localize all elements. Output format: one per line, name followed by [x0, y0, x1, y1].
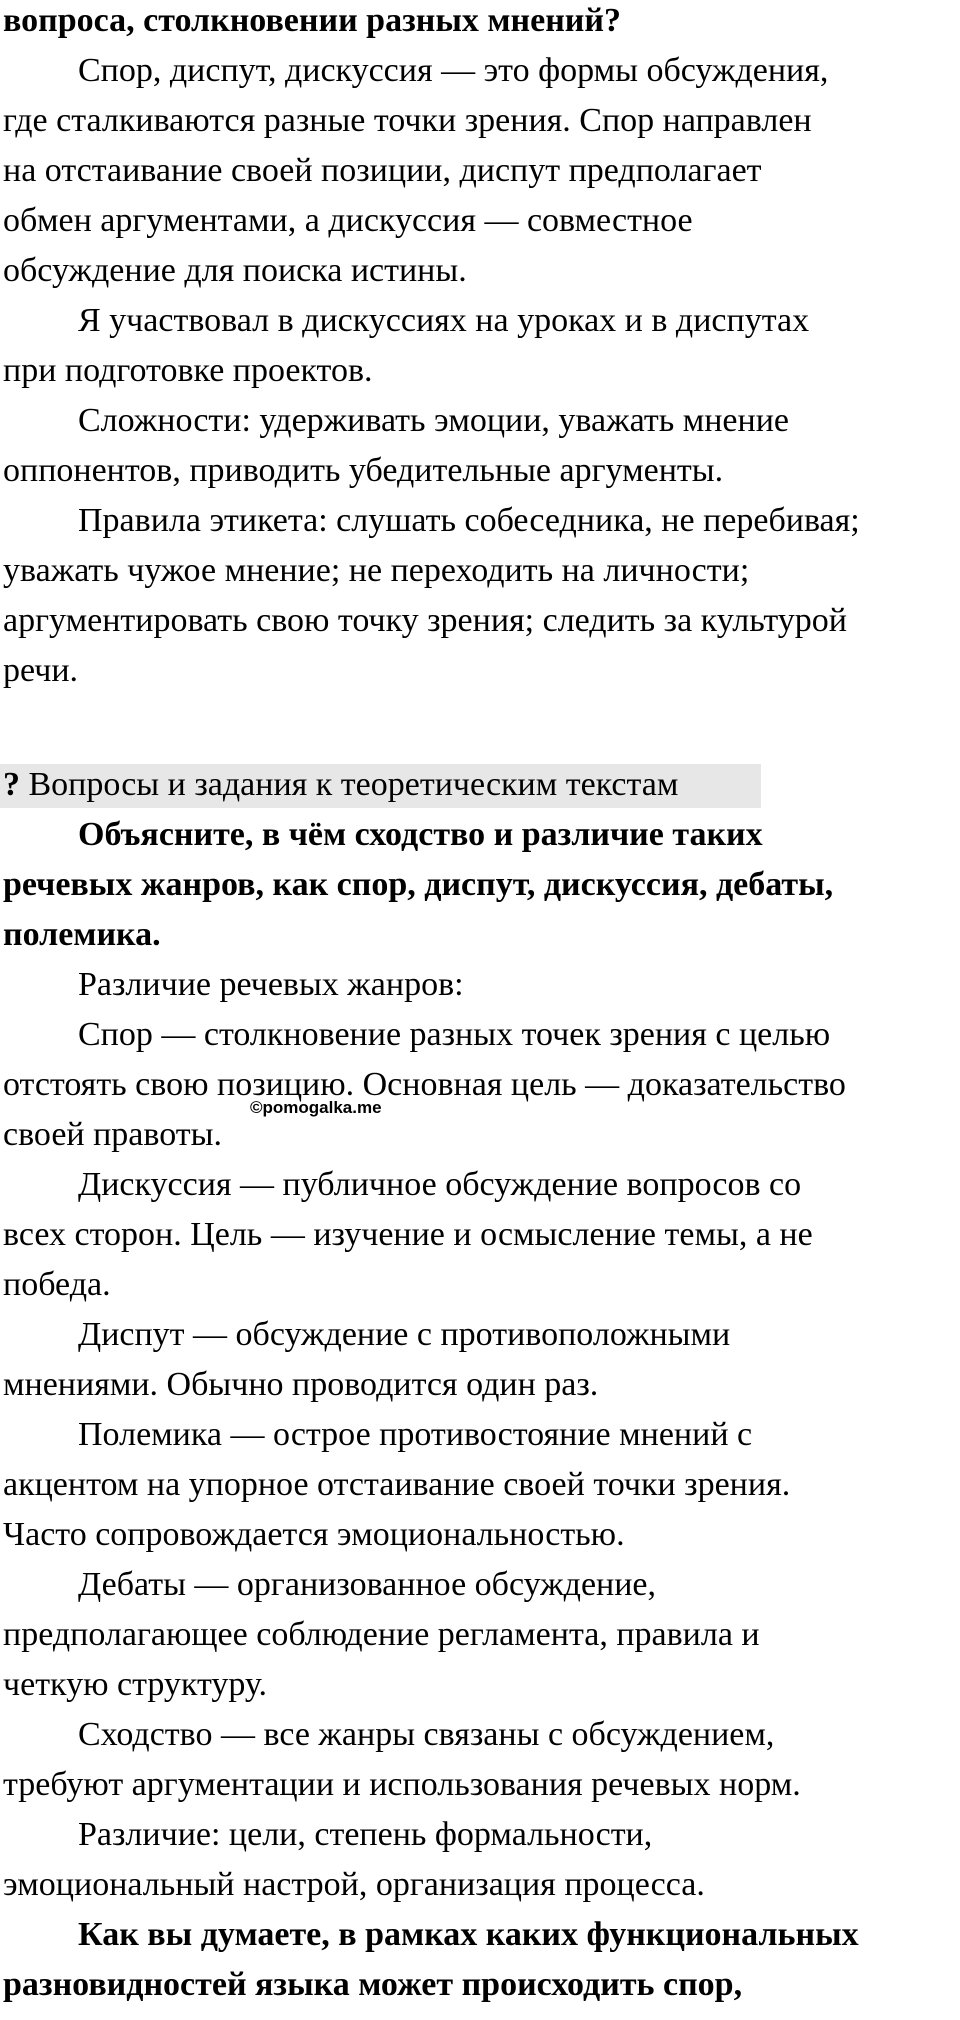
- answer-line: своей правоты.: [3, 1116, 222, 1153]
- answer-line: уважать чужое мнение; не переходить на личности;: [3, 552, 750, 589]
- answer-line: Спор, диспут, дискуссия — это формы обсуждения,: [78, 52, 829, 89]
- answer-line: Дебаты — организованное обсуждение,: [78, 1566, 657, 1603]
- answer-line: где сталкиваются разные точки зрения. Спор направлен: [3, 102, 812, 139]
- answer-line: требуют аргументации и использования речевых норм.: [3, 1766, 801, 1803]
- question-line: полемика.: [3, 916, 161, 953]
- answer-line: аргументировать свою точку зрения; следить за культурой: [3, 602, 848, 639]
- answer-line: на отстаивание своей позиции, диспут предполагает: [3, 152, 762, 189]
- answer-line: предполагающее соблюдение регламента, правила и: [3, 1616, 760, 1653]
- answer-line: Часто сопровождается эмоциональностью.: [3, 1516, 625, 1553]
- answer-line: Полемика — острое противостояние мнений с: [78, 1416, 753, 1453]
- answer-line: Сходство — все жанры связаны с обсуждением,: [78, 1716, 775, 1753]
- answer-line: при подготовке проектов.: [3, 352, 373, 389]
- question-line: Объясните, в чём сходство и различие таких: [78, 816, 763, 853]
- watermark: ©pomogalka.me: [250, 1098, 382, 1117]
- answer-line: Сложности: удерживать эмоции, уважать мнение: [78, 402, 789, 439]
- answer-line: Правила этикета: слушать собеседника, не перебивая;: [78, 502, 860, 539]
- question-mark-icon: ?: [3, 766, 20, 803]
- section-heading: [3, 764, 678, 806]
- question-line: разновидностей языка может происходить спор,: [3, 1966, 743, 2003]
- answer-line: мнениями. Обычно проводится один раз.: [3, 1366, 599, 1403]
- answer-line: Диспут — обсуждение с противоположными: [78, 1316, 731, 1353]
- answer-line: Я участвовал в дискуссиях на уроках и в диспутах: [78, 302, 810, 339]
- answer-line: эмоциональный настрой, организация процесса.: [3, 1866, 705, 1903]
- answer-line: акцентом на упорное отстаивание своей точки зрения.: [3, 1466, 791, 1503]
- answer-line: победа.: [3, 1266, 111, 1303]
- answer-line: четкую структуру.: [3, 1666, 268, 1703]
- answer-line: оппонентов, приводить убедительные аргументы.: [3, 452, 724, 489]
- section-title: Вопросы и задания к теоретическим текстам: [20, 766, 679, 803]
- answer-line: обмен аргументами, а дискуссия — совместное: [3, 202, 693, 239]
- answer-line: всех сторон. Цель — изучение и осмысление темы, а не: [3, 1216, 813, 1253]
- answer-line: Различие: цели, степень формальности,: [78, 1816, 653, 1853]
- answer-line: отстоять свою позицию. Основная цель — доказательство: [3, 1066, 846, 1103]
- question-heading-tail: вопроса, столкновении разных мнений?: [3, 2, 621, 39]
- answer-line: Различие речевых жанров:: [78, 966, 464, 1003]
- answer-line: Дискуссия — публичное обсуждение вопросов со: [78, 1166, 802, 1203]
- answer-line: Спор — столкновение разных точек зрения с целью: [78, 1016, 831, 1053]
- question-line: речевых жанров, как спор, диспут, дискуссия, дебаты,: [3, 866, 834, 903]
- question-line: Как вы думаете, в рамках каких функциональных: [78, 1916, 859, 1953]
- answer-line: речи.: [3, 652, 79, 689]
- answer-line: обсуждение для поиска истины.: [3, 252, 467, 289]
